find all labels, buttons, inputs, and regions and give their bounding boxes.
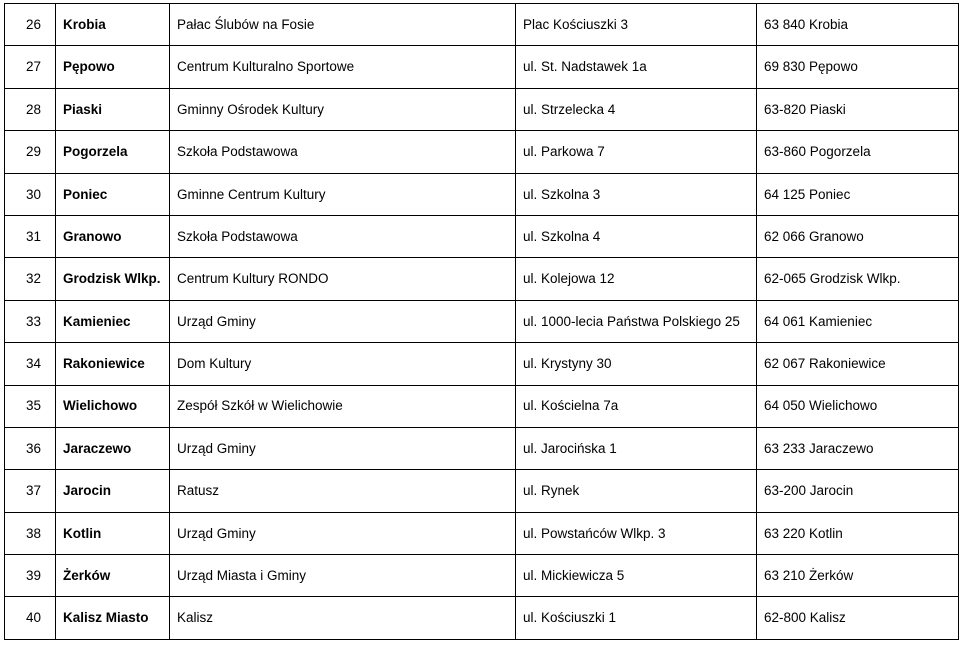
venue-cell: Gminne Centrum Kultury [170, 173, 516, 215]
venue-cell: Dom Kultury [170, 343, 516, 385]
street-address-cell: ul. Kościelna 7a [516, 385, 757, 427]
town-cell: Grodzisk Wlkp. [56, 258, 170, 300]
table-row [5, 385, 959, 427]
venue-cell: Centrum Kulturalno Sportowe [170, 46, 516, 88]
venue-cell: Szkoła Podstawowa [170, 215, 516, 257]
postal-address-cell: 63 840 Krobia [757, 4, 959, 46]
postal-address-cell: 63-200 Jarocin [757, 470, 959, 512]
venue-cell: Urząd Gminy [170, 300, 516, 342]
street-address-cell: ul. Szkolna 3 [516, 173, 757, 215]
table-row [5, 258, 959, 300]
venue-cell: Urząd Gminy [170, 427, 516, 469]
venue-cell: Ratusz [170, 470, 516, 512]
table-row [5, 46, 959, 88]
row-number-cell: 40 [5, 597, 56, 639]
venue-cell: Zespół Szkół w Wielichowie [170, 385, 516, 427]
town-cell: Pogorzela [56, 131, 170, 173]
postal-address-cell: 63-820 Piaski [757, 88, 959, 130]
venue-cell: Gminny Ośrodek Kultury [170, 88, 516, 130]
street-address-cell: ul. Krystyny 30 [516, 343, 757, 385]
row-number-cell: 33 [5, 300, 56, 342]
row-number-cell: 31 [5, 215, 56, 257]
town-cell: Granowo [56, 215, 170, 257]
table-row [5, 300, 959, 342]
row-number-cell: 29 [5, 131, 56, 173]
row-number-cell: 39 [5, 555, 56, 597]
street-address-cell: ul. Kolejowa 12 [516, 258, 757, 300]
row-number-cell: 32 [5, 258, 56, 300]
town-cell: Wielichowo [56, 385, 170, 427]
town-cell: Kalisz Miasto [56, 597, 170, 639]
table-row [5, 4, 959, 46]
town-cell: Krobia [56, 4, 170, 46]
table-row [5, 555, 959, 597]
street-address-cell: ul. Jarocińska 1 [516, 427, 757, 469]
postal-address-cell: 63 233 Jaraczewo [757, 427, 959, 469]
town-cell: Poniec [56, 173, 170, 215]
town-cell: Kotlin [56, 512, 170, 554]
street-address-cell: ul. Rynek [516, 470, 757, 512]
venues-table [4, 3, 959, 640]
street-address-cell: Plac Kościuszki 3 [516, 4, 757, 46]
postal-address-cell: 62-800 Kalisz [757, 597, 959, 639]
row-number-cell: 30 [5, 173, 56, 215]
town-cell: Jaraczewo [56, 427, 170, 469]
town-cell: Kamieniec [56, 300, 170, 342]
street-address-cell: ul. Strzelecka 4 [516, 88, 757, 130]
table-row [5, 470, 959, 512]
row-number-cell: 28 [5, 88, 56, 130]
table-row [5, 512, 959, 554]
venue-cell: Urząd Miasta i Gminy [170, 555, 516, 597]
town-cell: Rakoniewice [56, 343, 170, 385]
postal-address-cell: 63 220 Kotlin [757, 512, 959, 554]
row-number-cell: 26 [5, 4, 56, 46]
street-address-cell: ul. Powstańców Wlkp. 3 [516, 512, 757, 554]
postal-address-cell: 63-860 Pogorzela [757, 131, 959, 173]
row-number-cell: 36 [5, 427, 56, 469]
postal-address-cell: 69 830 Pępowo [757, 46, 959, 88]
table-row [5, 427, 959, 469]
street-address-cell: ul. Mickiewicza 5 [516, 555, 757, 597]
town-cell: Pępowo [56, 46, 170, 88]
table-row [5, 131, 959, 173]
row-number-cell: 38 [5, 512, 56, 554]
street-address-cell: ul. Szkolna 4 [516, 215, 757, 257]
row-number-cell: 35 [5, 385, 56, 427]
street-address-cell: ul. Parkowa 7 [516, 131, 757, 173]
postal-address-cell: 64 061 Kamieniec [757, 300, 959, 342]
row-number-cell: 27 [5, 46, 56, 88]
street-address-cell: ul. 1000-lecia Państwa Polskiego 25 [516, 300, 757, 342]
venue-cell: Kalisz [170, 597, 516, 639]
table-row [5, 597, 959, 639]
town-cell: Jarocin [56, 470, 170, 512]
postal-address-cell: 62 066 Granowo [757, 215, 959, 257]
venue-cell: Pałac Ślubów na Fosie [170, 4, 516, 46]
street-address-cell: ul. St. Nadstawek 1a [516, 46, 757, 88]
table-row [5, 173, 959, 215]
postal-address-cell: 62 067 Rakoniewice [757, 343, 959, 385]
table-row [5, 215, 959, 257]
town-cell: Piaski [56, 88, 170, 130]
table-row [5, 343, 959, 385]
postal-address-cell: 63 210 Żerków [757, 555, 959, 597]
table-row [5, 88, 959, 130]
postal-address-cell: 64 125 Poniec [757, 173, 959, 215]
postal-address-cell: 62-065 Grodzisk Wlkp. [757, 258, 959, 300]
venue-cell: Centrum Kultury RONDO [170, 258, 516, 300]
venue-cell: Szkoła Podstawowa [170, 131, 516, 173]
venue-cell: Urząd Gminy [170, 512, 516, 554]
postal-address-cell: 64 050 Wielichowo [757, 385, 959, 427]
row-number-cell: 37 [5, 470, 56, 512]
town-cell: Żerków [56, 555, 170, 597]
street-address-cell: ul. Kościuszki 1 [516, 597, 757, 639]
row-number-cell: 34 [5, 343, 56, 385]
venues-table-body [5, 4, 959, 640]
